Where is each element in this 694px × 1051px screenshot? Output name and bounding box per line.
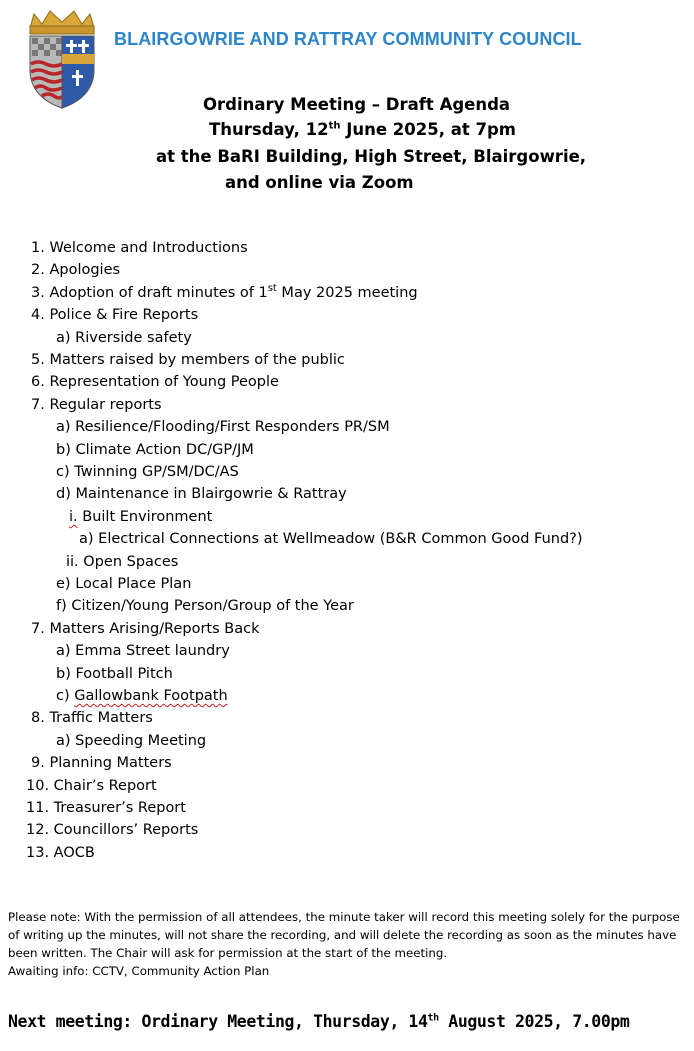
- agenda-subitem: [56, 643, 230, 659]
- meeting-date-ordinal: th: [328, 120, 341, 132]
- agenda-subitem: [69, 509, 212, 525]
- agenda-item: [26, 822, 198, 838]
- agenda-item-number: 7.: [31, 620, 45, 637]
- agenda-item-number: 8.: [31, 710, 45, 727]
- agenda-item-ordinal: st: [267, 282, 277, 294]
- agenda-item-number: 6.: [31, 374, 45, 391]
- agenda-item-number: 13.: [26, 844, 50, 861]
- agenda-item-number: 3.: [31, 284, 45, 301]
- agenda-item: [31, 710, 153, 726]
- agenda-item: [31, 307, 198, 323]
- agenda-item: [26, 778, 157, 794]
- agenda-item-text: Treasurer’s Report: [53, 800, 186, 816]
- agenda-subitem: [56, 419, 390, 435]
- agenda-item-number: 5.: [31, 352, 45, 368]
- agenda-item-text-post: May 2025 meeting: [276, 284, 418, 301]
- meeting-venue: at the BaRI Building, High Street, Blairgowrie,: [156, 147, 587, 166]
- agenda-subitem: [56, 688, 228, 704]
- agenda-subitem: [56, 330, 192, 346]
- agenda-item-text: Resilience/Flooding/First Responders PR/SM: [75, 419, 390, 436]
- agenda-item-text: Emma Street laundry: [75, 643, 230, 660]
- council-crest: [22, 8, 102, 112]
- agenda-item: [31, 262, 120, 278]
- agenda-item-number: 7.: [31, 396, 45, 413]
- agenda-item-text: Planning Matters: [49, 755, 172, 772]
- agenda-item-text: Police & Fire Reports: [49, 307, 199, 324]
- agenda-item-text: Twinning GP/SM/DC/AS: [74, 464, 239, 480]
- agenda-item-number: a): [56, 732, 71, 749]
- agenda-item-text: Regular reports: [49, 396, 162, 413]
- agenda-item-number: 4.: [31, 307, 45, 324]
- agenda-title: Ordinary Meeting – Draft Agenda: [203, 95, 511, 114]
- agenda-item: [31, 621, 259, 637]
- agenda-item-number: 1.: [31, 240, 45, 256]
- agenda-subitem: [56, 666, 173, 682]
- agenda-item: [31, 352, 345, 368]
- agenda-item-number: ii.: [66, 553, 79, 570]
- next-meeting-suffix: August 2025, 7.00pm: [438, 1012, 630, 1031]
- agenda-subitem: [56, 442, 254, 458]
- agenda-item-number: 12.: [26, 822, 50, 839]
- meeting-online: and online via Zoom: [225, 173, 414, 192]
- agenda-item-number: b): [56, 441, 71, 458]
- agenda-item-text: Riverside safety: [75, 329, 192, 346]
- agenda-item-text: Chair’s Report: [53, 777, 157, 794]
- agenda-item-text: Citizen/Young Person/Group of the Year: [71, 598, 354, 615]
- agenda-item: [31, 755, 172, 771]
- agenda-item-number: f): [56, 598, 67, 615]
- agenda-item-number: 10.: [26, 777, 50, 794]
- next-meeting-prefix: Next meeting: Ordinary Meeting, Thursday, 14: [8, 1012, 428, 1031]
- meeting-date: [209, 120, 516, 139]
- next-meeting: [8, 1012, 629, 1031]
- recording-note: [8, 908, 688, 980]
- agenda-item-number: d): [56, 486, 71, 503]
- recording-permission-text: Please note: With the permission of all attendees, the minute taker will record this meeting solely for the purpose of writing up the minutes, will not share the recording, and will delete the recording as soon as the minutes have been written. The Chair will ask for permission at the start of the meeting.: [8, 910, 680, 960]
- agenda-item-number: b): [56, 665, 71, 682]
- agenda-item: [31, 240, 248, 256]
- agenda-item-number: c): [56, 464, 70, 480]
- agenda-item: [31, 282, 418, 301]
- agenda-item: [26, 800, 186, 816]
- agenda-item-text: Built Environment: [82, 508, 213, 525]
- agenda-item-text: Matters raised by members of the public: [49, 352, 345, 368]
- agenda-item-text: Local Place Plan: [75, 576, 192, 592]
- agenda-item-text: Representation of Young People: [49, 374, 279, 391]
- agenda-item-number: a): [56, 643, 71, 660]
- agenda-subitem: [79, 531, 583, 547]
- agenda-item-number: 11.: [26, 800, 50, 816]
- agenda-item-number: 2.: [31, 262, 45, 279]
- agenda-subitem: [56, 733, 206, 749]
- agenda-subitem: [66, 554, 178, 570]
- agenda-item-text: Apologies: [49, 262, 121, 279]
- agenda-item-text-pre: Adoption of draft minutes of 1: [49, 284, 268, 301]
- agenda-item-number: i.: [69, 508, 78, 525]
- meeting-date-suffix: June 2025, at 7pm: [340, 120, 516, 139]
- agenda-item-text: Football Pitch: [75, 665, 173, 682]
- organisation-name: BLAIRGOWRIE AND RATTRAY COMMUNITY COUNCIL: [114, 29, 582, 49]
- agenda-subitem: [56, 464, 239, 480]
- agenda-item: [26, 845, 95, 861]
- agenda-item-text: Traffic Matters: [49, 710, 153, 727]
- meeting-date-prefix: Thursday, 12: [209, 120, 329, 139]
- agenda-item-number: 9.: [31, 755, 45, 772]
- agenda-item-text: AOCB: [53, 844, 95, 861]
- agenda-item-number: a): [79, 531, 94, 548]
- agenda-item-text: Electrical Connections at Wellmeadow (B&R Common Good Fund?): [98, 531, 583, 548]
- agenda-item-number: a): [56, 329, 71, 346]
- agenda-subitem: [56, 576, 191, 592]
- agenda-item-number: e): [56, 576, 71, 592]
- agenda-item-text: Speeding Meeting: [75, 732, 207, 749]
- agenda-item-text: Climate Action DC/GP/JM: [75, 441, 254, 458]
- agenda-item-text: Open Spaces: [83, 553, 179, 570]
- agenda-subitem: [56, 598, 354, 614]
- agenda-item: [31, 397, 162, 413]
- agenda-item-text: Matters Arising/Reports Back: [49, 620, 260, 637]
- agenda-item: [31, 374, 279, 390]
- agenda-item-text: Councillors’ Reports: [53, 822, 199, 839]
- agenda-item-text: Maintenance in Blairgowrie & Rattray: [75, 486, 347, 503]
- agenda-item-text: Gallowbank Footpath: [74, 688, 228, 704]
- next-meeting-ordinal: th: [427, 1012, 439, 1024]
- agenda-item-text: Welcome and Introductions: [49, 240, 248, 256]
- agenda-item-number: a): [56, 419, 71, 436]
- awaiting-info-text: Awaiting info: CCTV, Community Action Plan: [8, 964, 270, 978]
- agenda-subitem: [56, 486, 347, 502]
- agenda-item-number: c): [56, 688, 70, 704]
